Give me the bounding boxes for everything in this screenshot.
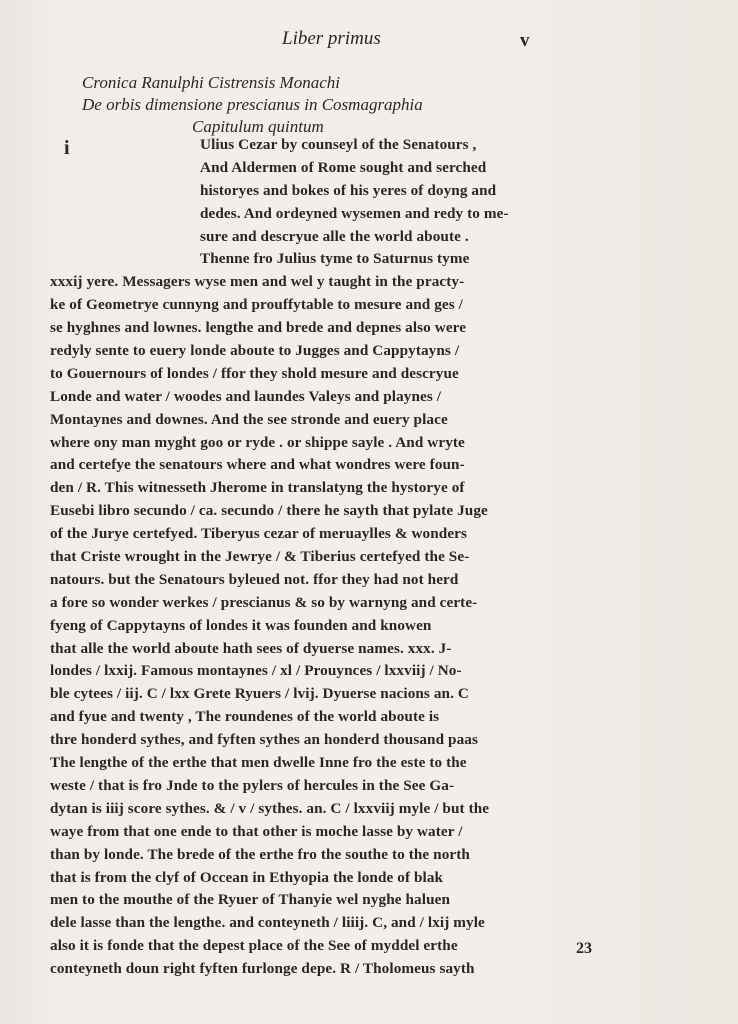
text-line: of the Jurye certefyed. Tiberyus cezar of meruaylles & wonders bbox=[50, 525, 468, 543]
text-line: historyes and bokes of his yeres of doyng and bbox=[200, 181, 497, 199]
text-line: that alle the world aboute hath sees of dyuerse names. xxx. J- bbox=[50, 639, 452, 657]
text-line: than by londe. The brede of the erthe fro the southe to the north bbox=[50, 845, 470, 863]
text-line: fyeng of Cappytayns of londes it was founden and knowen bbox=[50, 616, 432, 634]
text-line: redyly sente to euery londe aboute to Jugges and Cappytayns / bbox=[50, 342, 460, 360]
text-line: xxxij yere. Messagers wyse men and wel y taught in the practy- bbox=[50, 273, 465, 291]
heading-line-3: Capitulum quintum bbox=[192, 117, 324, 136]
text-line: dele lasse than the lengthe. and conteyneth / liiij. C, and / lxij myle bbox=[50, 914, 485, 932]
folio-mark: v bbox=[520, 30, 530, 51]
body-text bbox=[50, 134, 600, 981]
text-line: to Gouernours of londes / ffor they shold mesure and descryue bbox=[50, 364, 459, 382]
text-line: that is from the clyf of Occean in Ethyopia the londe of blak bbox=[50, 868, 444, 886]
text-line: waye from that one ende to that other is moche lasse by water / bbox=[50, 822, 463, 840]
text-line: ble cytees / iij. C / lxx Grete Ryuers / lvij. Dyuerse nacions an. C bbox=[50, 685, 469, 703]
text-line: sure and descryue alle the world aboute . bbox=[200, 227, 469, 245]
text-line: also it is fonde that the depest place of the See of myddel erthe bbox=[50, 937, 458, 955]
text-line: dytan is iiij score sythes. & / v / sythes. an. C / lxxviij myle / but the bbox=[50, 799, 490, 817]
text-line: Londe and water / woodes and laundes Valeys and playnes / bbox=[50, 387, 442, 405]
text-line: den / R. This witnesseth Jherome in translatyng the hystorye of bbox=[50, 479, 465, 497]
running-title: Liber primus bbox=[282, 28, 381, 49]
text-line: Thenne fro Julius tyme to Saturnus tyme bbox=[200, 250, 470, 268]
initial-letter-guide: i bbox=[64, 137, 70, 159]
heading-line-1: Cronica Ranulphi Cistrensis Monachi bbox=[82, 73, 340, 92]
text-line: a fore so wonder werkes / prescianus & so by warnyng and certe- bbox=[50, 593, 478, 611]
text-line: weste / that is fro Jnde to the pylers of hercules in the See Ga- bbox=[50, 776, 455, 794]
text-line: men to the mouthe of the Ryuer of Thanyie wel nyghe haluen bbox=[50, 891, 451, 909]
chapter-headings bbox=[82, 72, 602, 138]
text-line: And Aldermen of Rome sought and serched bbox=[200, 158, 487, 176]
text-line: where ony man myght goo or ryde . or shippe sayle . And wryte bbox=[50, 433, 465, 451]
text-line: londes / lxxij. Famous montaynes / xl / Prouynces / lxxviij / No- bbox=[50, 662, 462, 680]
text-line: conteyneth doun right fyften furlonge depe. R / Tholomeus sayth bbox=[50, 960, 475, 978]
text-line: natours. but the Senatours byleued not. ffor they had not herd bbox=[50, 570, 459, 588]
heading-line-2: De orbis dimensione prescianus in Cosmagraphia bbox=[82, 95, 423, 114]
text-line: and fyue and twenty , The roundenes of the world aboute is bbox=[50, 708, 440, 726]
text-line: ke of Geometrye cunnyng and prouffytable to mesure and ges / bbox=[50, 296, 463, 314]
text-line: dedes. And ordeyned wysemen and redy to me- bbox=[200, 204, 509, 222]
text-line: that Criste wrought in the Jewrye / & Tiberius certefyed the Se- bbox=[50, 548, 470, 566]
page-number: 23 bbox=[576, 940, 592, 957]
text-line: Eusebi libro secundo / ca. secundo / there he sayth that pylate Juge bbox=[50, 502, 488, 520]
text-line: Ulius Cezar by counseyl of the Senatours , bbox=[200, 136, 477, 153]
text-line: The lengthe of the erthe that men dwelle Inne fro the este to the bbox=[50, 754, 467, 772]
text-line: thre honderd sythes, and fyften sythes an honderd thousand paas bbox=[50, 731, 478, 749]
text-line: Montaynes and downes. And the see stronde and euery place bbox=[50, 410, 448, 428]
text-line: se hyghnes and lownes. lengthe and brede and depnes also were bbox=[50, 319, 467, 337]
text-line: and certefye the senatours where and what wondres were foun- bbox=[50, 456, 465, 474]
